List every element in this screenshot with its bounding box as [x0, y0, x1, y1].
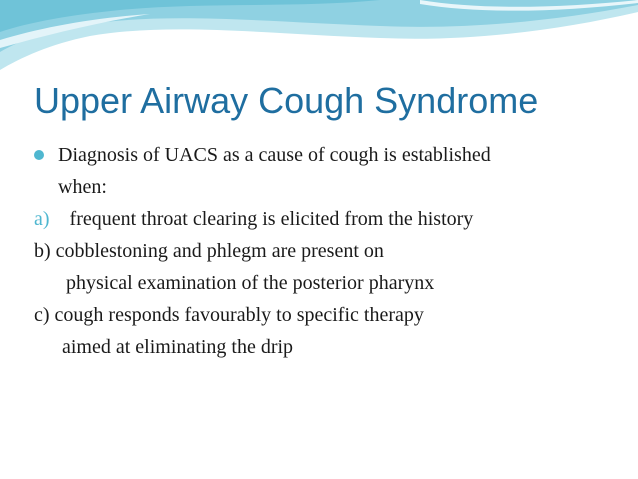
- slide-title: Upper Airway Cough Syndrome: [34, 80, 539, 121]
- bullet-text-line-2: when:: [58, 176, 107, 198]
- list-item-c: [34, 299, 624, 331]
- item-c-line-2: aimed at eliminating the drip: [62, 336, 294, 358]
- item-a-text: frequent throat clearing is elicited from the history: [69, 208, 474, 230]
- list-item-b-continuation: [34, 267, 624, 299]
- item-c-line-1: c) cough responds favourably to specific therapy: [34, 304, 424, 326]
- bullet-icon: [34, 150, 44, 160]
- bullet-item: [34, 139, 624, 171]
- item-b-line-1: b) cobblestoning and phlegm are present on: [34, 240, 384, 262]
- list-item-a: [34, 203, 624, 235]
- list-item-c-continuation: [34, 331, 624, 363]
- list-item-b: [34, 235, 624, 267]
- slide-body: [34, 139, 624, 363]
- decorative-wave-header: [0, 0, 638, 80]
- bullet-text-continuation: [34, 171, 624, 203]
- bullet-text-line-1: Diagnosis of UACS as a cause of cough is established: [58, 144, 491, 166]
- item-a-marker: a): [34, 208, 50, 230]
- item-b-line-2: physical examination of the posterior pharynx: [66, 272, 435, 294]
